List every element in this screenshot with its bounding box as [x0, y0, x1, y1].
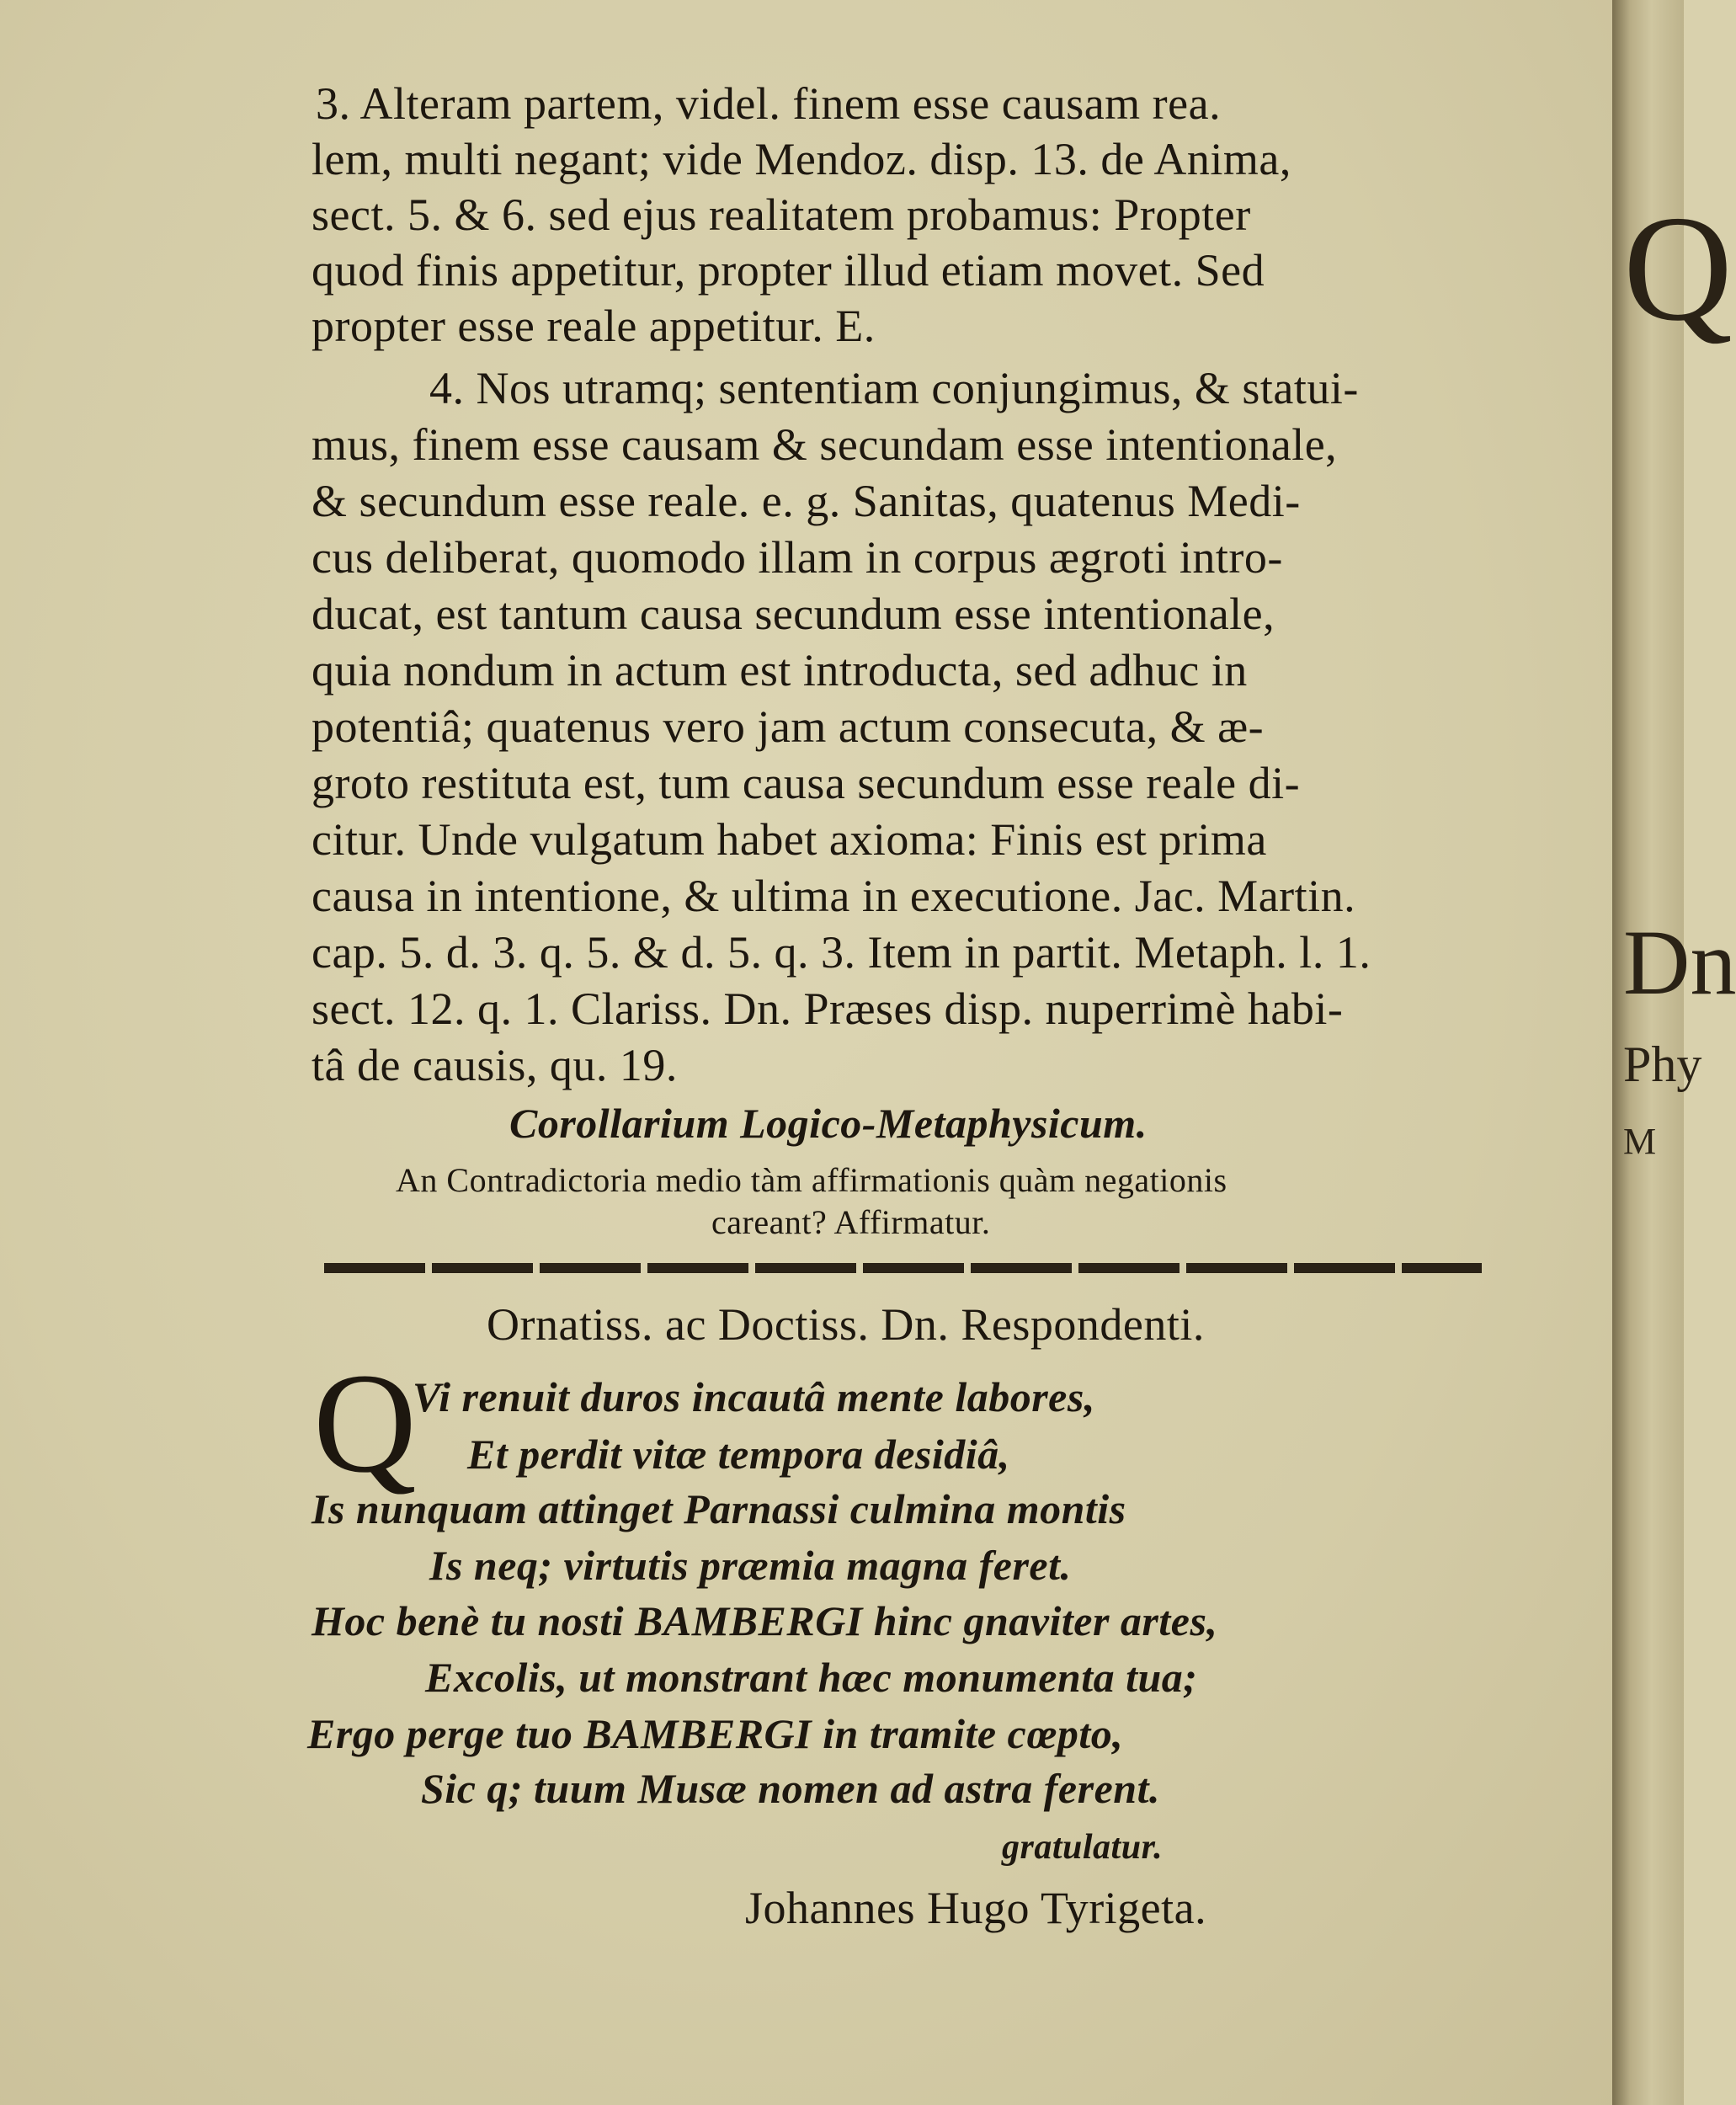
poem-line-2: Et perdit vitæ tempora desidiâ, [467, 1431, 1010, 1478]
poem-line-8: Sic q; tuum Musæ nomen ad astra ferent. [421, 1765, 1160, 1812]
corollary-title: Corollarium Logico-Metaphysicum. [509, 1100, 1148, 1147]
paragraph-4-line-11: cap. 5. d. 3. q. 5. & d. 5. q. 3. Item in partit. Metaph. l. 1. [312, 927, 1371, 978]
paragraph-3-line-5: propter esse reale appetitur. E. [312, 301, 876, 351]
paragraph-3-line-2: lem, multi negant; vide Mendoz. disp. 13. de Anima, [312, 134, 1291, 184]
poem-dropcap: Q [313, 1344, 417, 1502]
corollary-question-line-1: An Contradictoria medio tàm affirmationis quàm negationis [396, 1161, 1227, 1199]
facing-page-fragment-dn: Dn [1623, 911, 1736, 1014]
paragraph-3-line-1: 3. Alteram partem, videl. finem esse causam rea. [316, 78, 1222, 129]
poem-line-3: Is nunquam attinget Parnassi culmina montis [312, 1485, 1126, 1532]
paragraph-4-line-6: quia nondum in actum est introducta, sed adhuc in [312, 645, 1248, 695]
paragraph-4-line-8: groto restituta est, tum causa secundum esse reale di- [312, 758, 1301, 808]
paragraph-4-line-4: cus deliberat, quomodo illam in corpus ægroti intro- [312, 532, 1283, 583]
corollary-question-line-2: careant? Affirmatur. [711, 1203, 991, 1241]
section-divider-rule [324, 1263, 1482, 1273]
poem-gratulatur: gratulatur. [1002, 1828, 1164, 1867]
paragraph-4-line-10: causa in intentione, & ultima in executione. Jac. Martin. [312, 871, 1356, 921]
paragraph-4-line-2: mus, finem esse causam & secundam esse intentionale, [312, 419, 1338, 470]
poem-line-7: Ergo perge tuo BAMBERGI in tramite cœpto, [307, 1710, 1124, 1757]
paragraph-4-line-9: citur. Unde vulgatum habet axioma: Finis est prima [312, 814, 1267, 865]
poem-line-5: Hoc benè tu nosti BAMBERGI hinc gnaviter artes, [312, 1597, 1218, 1644]
paragraph-4-line-13: tâ de causis, qu. 19. [312, 1040, 678, 1090]
facing-page-letter-q: Q [1623, 184, 1733, 352]
poem-author-signature: Johannes Hugo Tyrigeta. [745, 1883, 1207, 1933]
paragraph-3-line-4: quod finis appetitur, propter illud etiam movet. Sed [312, 245, 1265, 296]
paragraph-4-line-5: ducat, est tantum causa secundum esse intentionale, [312, 589, 1275, 639]
poem-line-1: Vi renuit duros incautâ mente labores, [413, 1373, 1095, 1420]
facing-page-fragment-phy: Phy [1623, 1037, 1702, 1092]
poem-heading: Ornatiss. ac Doctiss. Dn. Respondenti. [487, 1299, 1205, 1350]
paragraph-4-line-3: & secundum esse reale. e. g. Sanitas, quatenus Medi- [312, 476, 1301, 526]
paragraph-3-line-3: sect. 5. & 6. sed ejus realitatem probamus: Propter [312, 189, 1251, 240]
paragraph-4-line-7: potentiâ; quatenus vero jam actum consecuta, & æ- [312, 701, 1265, 752]
poem-line-4: Is neq; virtutis præmia magna feret. [429, 1542, 1072, 1589]
poem-line-6: Excolis, ut monstrant hæc monumenta tua; [425, 1654, 1198, 1701]
paragraph-4-line-12: sect. 12. q. 1. Clariss. Dn. Præses disp. nuperrimè habi- [312, 983, 1344, 1034]
facing-page-fragment-m: M [1623, 1121, 1657, 1162]
paragraph-4-line-1: 4. Nos utramq; sententiam conjungimus, & statui- [429, 363, 1359, 413]
